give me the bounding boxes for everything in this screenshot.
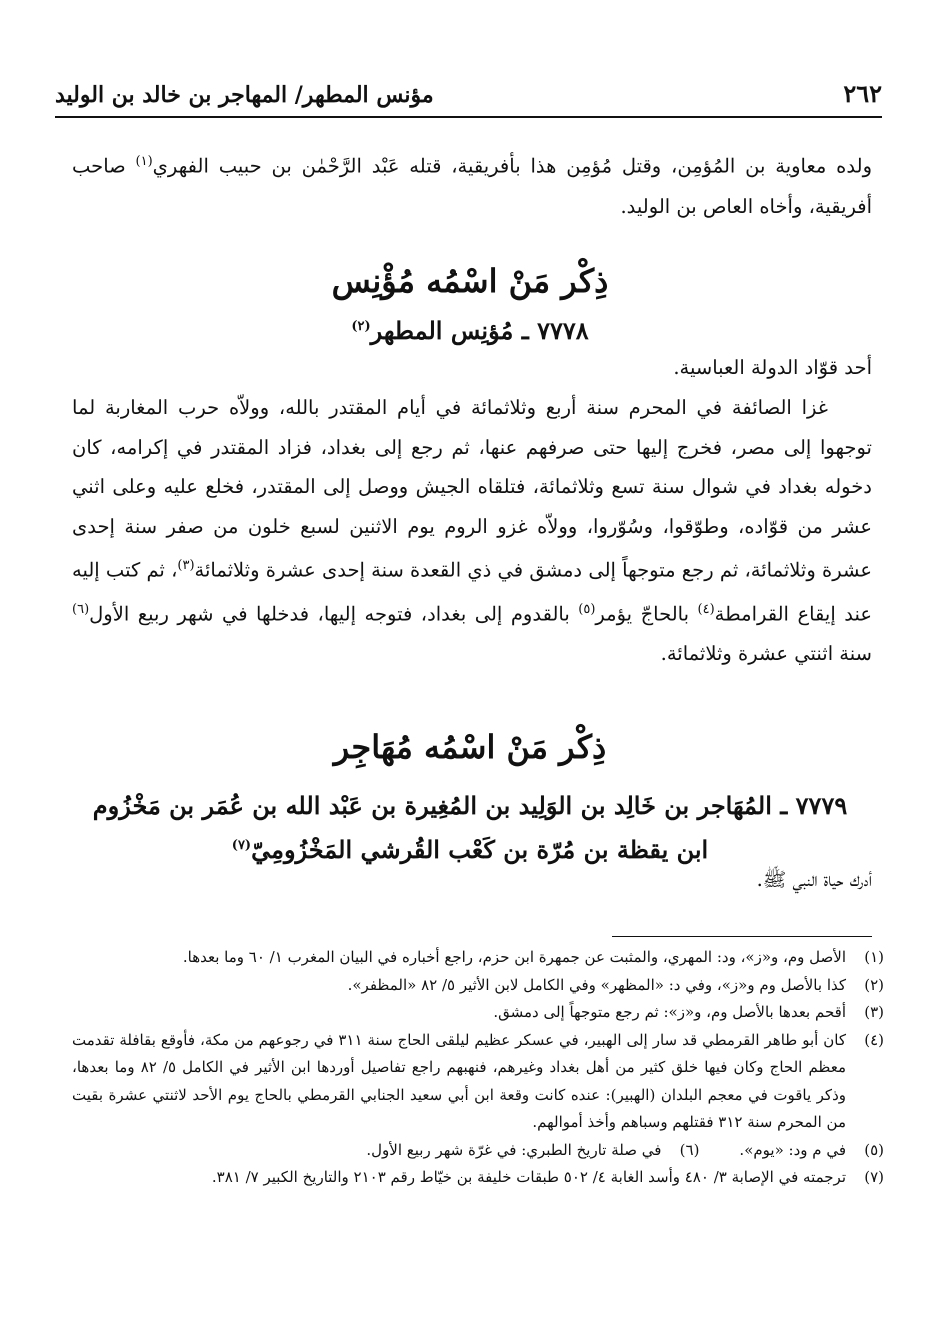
- footnote-pair: [72, 1137, 884, 1165]
- intro-text: ولده معاوية بن المُؤمِن، وقتل مُؤمِن هذا بأفريقية، قتله عَبْد الرَّحْمٰن بن حبيب الفهري: [152, 154, 872, 178]
- footnote-ref-3[interactable]: (٣): [177, 558, 195, 573]
- footnote-number: (٧): [864, 1168, 884, 1186]
- running-title: مؤنس المطهر/ المهاجر بن خالد بن الوليد: [55, 82, 434, 108]
- footnote-text: في م ود: «يوم».: [739, 1140, 846, 1159]
- footnote: [72, 1164, 884, 1192]
- footnote-text: ترجمته في الإصابة ٣/ ٤٨٠ وأسد الغابة ٤/ ٥٠٢ طبقات خليفة بن خيّاط رقم ٢١٠٣ والتاريخ الكبير ٧/ ٣٨١.: [211, 1168, 846, 1186]
- footnote-rule: [612, 936, 872, 937]
- footnote-ref-2[interactable]: (٢): [351, 319, 371, 334]
- entry-title-text: ابن يقظة بن مُرّة بن كَعْب القُرشي المَخْزُومِيّ: [251, 835, 709, 864]
- footnote-text: كذا بالأصل وم و«ز»، وفي د: «المظهر» وفي الكامل لابن الأثير ٥/ ٨٢ «المظفر».: [347, 975, 846, 994]
- entry-text: ، ثم كتب إليه عند إيقاع القرامطة: [72, 558, 873, 626]
- footnote: [72, 1027, 884, 1137]
- entry-paragraph: أدرك حياة النبي ﷺ.: [756, 868, 872, 891]
- section-heading-munis: ذِكْر مَنْ اسْمُه مُؤْنِس: [331, 262, 609, 300]
- intro-text-end: صاحب أفريقية، وأخاه العاص بن الوليد.: [72, 154, 872, 218]
- footnote-ref-7[interactable]: (٧): [231, 838, 252, 853]
- footnote-number: (٥): [864, 1140, 884, 1159]
- entry-text: سنة اثنتي عشرة وثلاثمائة.: [660, 642, 872, 665]
- footnote: [366, 1137, 699, 1165]
- entry-title-7778: [60, 316, 880, 345]
- footnote-number: (٣): [864, 1003, 884, 1021]
- page-number: ٢٦٢: [843, 79, 882, 108]
- entry-title-text: ٧٧٧٨ ـ مُؤنِس المطهر: [370, 316, 589, 345]
- footnotes: [72, 944, 884, 1192]
- footnote: [72, 944, 884, 972]
- footnote-text: في صلة تاريخ الطبري: في غرّة شهر ربيع الأول.: [366, 1140, 662, 1159]
- entry-text: بالحاجّ يؤمر: [595, 602, 698, 626]
- entry-title-7779: [60, 786, 880, 870]
- header-rule: [55, 116, 882, 118]
- footnote-text: كان أبو طاهر القرمطي قد سار إلى الهبير، في عسكر عظيم ليلقى الحاج سنة ٣١١ في رجوعهم من مكة، فأوقع بقافلة تقدمت معظم الحاج وكان فيها خلق كثير من أهل بغداد وغيرهم، فنهبهم راجع تفاصيل أوردها ابن الأثير في الكامل ٥/ ٨٢ وما بعدها، وذكر ياقوت في معجم البلدان (الهبير): عنده كانت وقعة ابن أبي سعيد الجنابي القرمطي بالحاج يوم الأحد لاثنتي عشرة بقيت من المحرم سنة ٣١٢ فقتلهم وسباهم وأخذ أموالهم.: [72, 1030, 846, 1131]
- intro-paragraph: [72, 142, 872, 227]
- entry-paragraph: أحد قوّاد الدولة العباسية.: [673, 356, 872, 379]
- footnote: [72, 972, 884, 1000]
- footnote-ref-6[interactable]: (٦): [72, 602, 90, 617]
- footnote-ref-5[interactable]: (٥): [578, 602, 596, 617]
- section-heading-muhajir: ذِكْر مَنْ اسْمُه مُهَاجِر: [333, 728, 607, 766]
- footnote: [739, 1137, 884, 1165]
- footnote-ref-4[interactable]: (٤): [697, 602, 715, 617]
- entry-title-line: ٧٧٧٩ ـ المُهَاجر بن خَالِد بن الوَلِيد بن المُغِيرة بن عَبْد الله بن عُمَر بن مَخْزُوم: [92, 791, 848, 820]
- entry-text: غزا الصائفة في المحرم سنة أربع وثلاثمائة في أيام المقتدر بالله، وولاّه حرب المغاربة لما توجهوا إلى مصر، فخرج إليها حتى صرفهم عنها، ثم رجع إلى بغداد، فزاد المقتدر في إكرامه، كان دخوله بغداد في شوال سنة تسع وثلاثمائة، فتلقاه الجيش ووصل إلى المقتدر، فخلع عليه وعلى اثني عشر من قوّاده، وطوّقوا، وسُوّروا، وولاّه غزو الروم يوم الاثنين لسبع خلون من صفر سنة إحدى عشرة وثلاثمائة، ثم رجع متوجهاً إلى دمشق في ذي القعدة سنة إحدى عشرة وثلاثمائة: [72, 396, 872, 582]
- footnote-text: أقحم بعدها بالأصل وم، و«ز»: ثم رجع متوجهاً إلى دمشق.: [493, 1003, 846, 1021]
- footnote-ref-1[interactable]: (١): [135, 154, 153, 169]
- entry-paragraph: [72, 388, 872, 674]
- footnote-number: (١): [864, 948, 884, 966]
- footnote-number: (٤): [864, 1030, 884, 1049]
- footnote-number: (٦): [679, 1140, 700, 1159]
- page-header: [55, 68, 882, 108]
- footnote-number: (٢): [864, 975, 884, 994]
- footnote: [72, 999, 884, 1027]
- entry-text: بالقدوم إلى بغداد، فتوجه إليها، فدخلها في شهر ربيع الأول: [89, 602, 579, 626]
- footnote-text: الأصل وم، و«ز»، ود: المهري، والمثبت عن جمهرة ابن حزم، راجع أخباره في البيان المغرب ١/ ٦٠ وما بعدها.: [182, 948, 846, 966]
